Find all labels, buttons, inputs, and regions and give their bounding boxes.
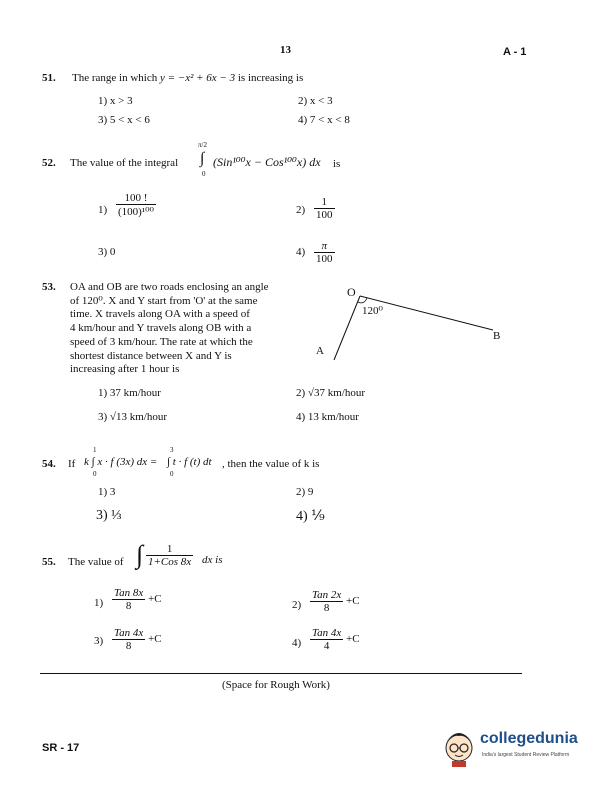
q55-option-1-label: 1) bbox=[94, 597, 104, 609]
q52-o2-num: 1 bbox=[321, 196, 327, 208]
q55-o2-constant: +C bbox=[346, 595, 360, 608]
q54-option-2: 2) 9 bbox=[296, 486, 314, 498]
paper-code: A - 1 bbox=[503, 46, 527, 58]
q55-option-2 bbox=[310, 589, 360, 614]
q54-option-1: 1) 3 bbox=[98, 486, 116, 498]
mascot-icon bbox=[440, 726, 478, 768]
q54-lhs-lower: 0 bbox=[93, 470, 97, 478]
q51-equation: y = −x² + 6x − 3 bbox=[159, 72, 236, 84]
q55-option-4 bbox=[310, 627, 360, 652]
q55-text: The value of bbox=[68, 556, 124, 568]
label-a: A bbox=[316, 345, 324, 357]
q55-option-3 bbox=[112, 627, 162, 652]
q52-lower-limit: 0 bbox=[202, 170, 206, 178]
q54-lhs: k ∫ x · f (3x) dx = bbox=[84, 456, 158, 468]
q55-integral-sign: ∫ bbox=[136, 540, 144, 569]
q55-o4-den: 4 bbox=[310, 639, 343, 652]
q55-int-num: 1 bbox=[166, 543, 173, 555]
q54-text-if: If bbox=[68, 458, 76, 470]
q53-line: shortest distance between X and Y is bbox=[70, 349, 232, 362]
q55-integrand bbox=[146, 543, 193, 568]
q54-number: 54. bbox=[42, 458, 56, 470]
angle-label: 120⁰ bbox=[362, 305, 383, 317]
q52-option-3: 3) 0 bbox=[98, 246, 116, 258]
q54-rhs-upper: 3 bbox=[170, 446, 174, 454]
q52-option-1 bbox=[116, 192, 156, 218]
q52-option-2 bbox=[314, 196, 335, 221]
q53-line: of 120⁰. X and Y start from 'O' at the same bbox=[70, 294, 258, 307]
q55-o4-constant: +C bbox=[346, 633, 360, 646]
q54-lhs-upper: 1 bbox=[93, 446, 97, 454]
sr-code: SR - 17 bbox=[42, 742, 80, 754]
q52-option-4 bbox=[314, 240, 335, 265]
q52-integral-sign: ∫ bbox=[200, 150, 205, 167]
q52-o2-den: 100 bbox=[316, 209, 333, 221]
rough-work-divider bbox=[40, 673, 522, 674]
rough-work-label: (Space for Rough Work) bbox=[222, 679, 330, 691]
q54-rhs: ∫ t · f (t) dt bbox=[167, 456, 212, 468]
q51-text bbox=[72, 72, 303, 84]
q54-option-4: 4) ⅑ bbox=[296, 509, 325, 524]
q52-o4-num: π bbox=[321, 240, 327, 252]
q55-option-4-label: 4) bbox=[292, 637, 302, 649]
q55-o2-den: 8 bbox=[310, 601, 343, 614]
q52-text: The value of the integral bbox=[70, 157, 179, 169]
q52-option-2-label: 2) bbox=[296, 204, 306, 216]
q54-option-3: 3) ⅓ bbox=[96, 508, 122, 523]
q54-text-end: , then the value of k is bbox=[222, 458, 320, 470]
q55-o3-num: Tan 4x bbox=[114, 627, 144, 639]
q53-line: OA and OB are two roads enclosing an angle bbox=[70, 281, 269, 293]
q55-o3-constant: +C bbox=[148, 633, 162, 646]
page-number: 13 bbox=[280, 44, 291, 56]
q53-text bbox=[70, 281, 269, 377]
q53-option-4: 4) 13 km/hour bbox=[296, 411, 359, 423]
q55-option-2-label: 2) bbox=[292, 599, 302, 611]
q53-option-3: 3) √13 km/hour bbox=[98, 411, 167, 423]
q53-line: increasing after 1 hour is bbox=[70, 363, 180, 376]
q53-number: 53. bbox=[42, 281, 56, 293]
q52-o1-num: 100 ! bbox=[124, 192, 148, 204]
label-b: B bbox=[493, 330, 501, 342]
q51-option-1: 1) x > 3 bbox=[98, 95, 133, 107]
q51-text-a: The range in which bbox=[72, 72, 158, 84]
q52-integrand: (Sin¹⁰⁰x − Cos¹⁰⁰x) dx bbox=[213, 155, 321, 169]
q55-o1-constant: +C bbox=[148, 593, 162, 606]
roads-diagram bbox=[300, 278, 530, 368]
q53-line: speed of 3 km/hour. The rate at which the bbox=[70, 335, 253, 348]
q51-text-b: is increasing is bbox=[237, 72, 304, 84]
q51-option-2: 2) x < 3 bbox=[298, 95, 333, 107]
q51-option-3: 3) 5 < x < 6 bbox=[98, 114, 150, 126]
q51-number: 51. bbox=[42, 72, 56, 84]
q55-int-den: 1+Cos 8x bbox=[148, 556, 192, 568]
q55-o2-num: Tan 2x bbox=[312, 589, 342, 601]
road-oa-line bbox=[334, 296, 360, 360]
q55-o1-num: Tan 8x bbox=[114, 587, 144, 599]
q52-number: 52. bbox=[42, 157, 56, 169]
q55-text-end: dx is bbox=[202, 554, 223, 566]
q53-option-1: 1) 37 km/hour bbox=[98, 387, 161, 399]
label-o: O bbox=[347, 285, 356, 299]
q53-line: 4 km/hour and Y travels along OB with a bbox=[70, 322, 252, 335]
q52-o4-den: 100 bbox=[316, 253, 333, 265]
q53-option-2: 2) √37 km/hour bbox=[296, 387, 365, 399]
q55-option-3-label: 3) bbox=[94, 635, 104, 647]
logo-name: collegedunia bbox=[480, 730, 578, 747]
logo-tagline: India's largest Student Review Platform bbox=[482, 752, 570, 758]
collegedunia-logo bbox=[440, 726, 600, 776]
q55-o3-den: 8 bbox=[112, 639, 145, 652]
q52-option-4-label: 4) bbox=[296, 246, 306, 258]
q55-number: 55. bbox=[42, 556, 56, 568]
q55-o1-den: 8 bbox=[112, 599, 145, 612]
q53-line: time. X travels along OA with a speed of bbox=[70, 308, 250, 321]
q52-text-end: is bbox=[333, 158, 341, 170]
q55-o4-num: Tan 4x bbox=[312, 627, 342, 639]
q52-o1-den: (100)¹⁰⁰ bbox=[118, 206, 154, 218]
q52-option-1-label: 1) bbox=[98, 204, 108, 216]
q51-option-4: 4) 7 < x < 8 bbox=[298, 114, 350, 126]
q54-rhs-lower: 0 bbox=[170, 470, 174, 478]
q55-option-1 bbox=[112, 587, 162, 612]
q52-upper-limit: π/2 bbox=[198, 141, 207, 149]
